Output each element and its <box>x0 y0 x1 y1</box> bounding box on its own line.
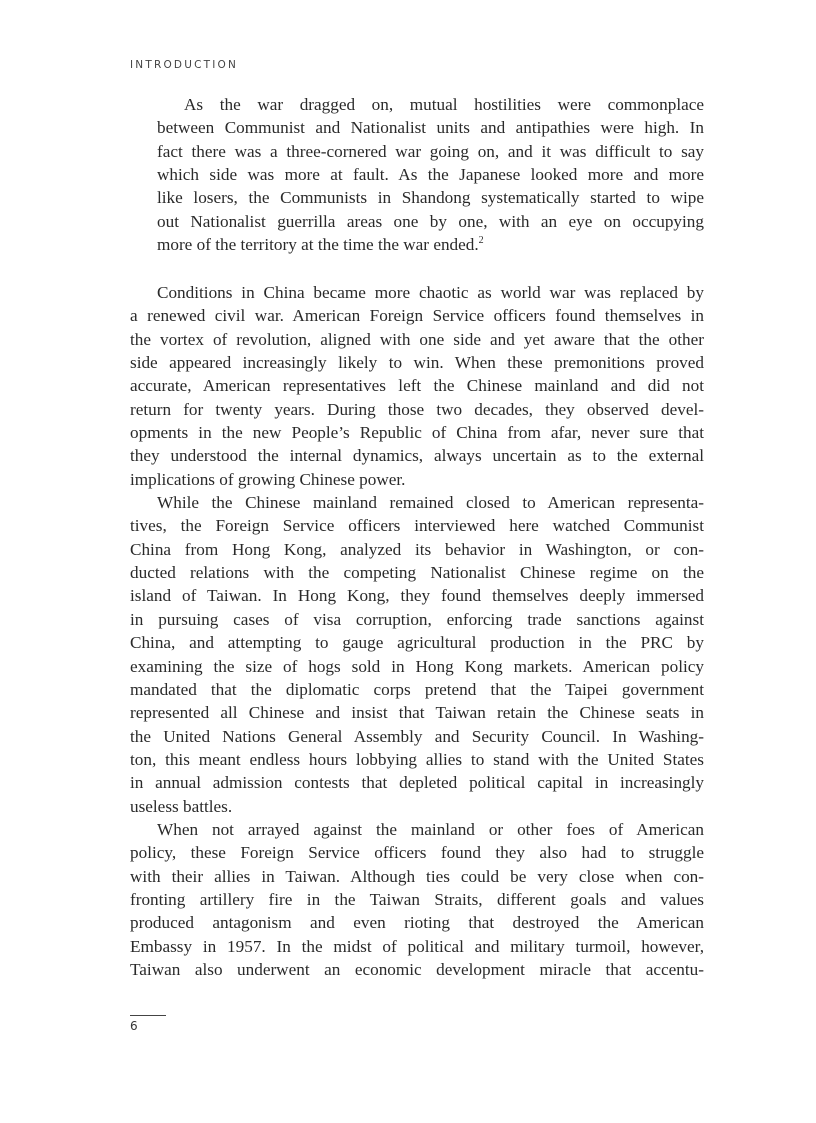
line-text: which side was more at fault. As the Japanese looked more and more <box>157 165 704 185</box>
line-text: While the Chinese mainland remained closed to American representa- <box>157 493 704 513</box>
text-line <box>157 116 704 139</box>
text-line <box>130 468 704 491</box>
running-head: INTRODUCTION <box>130 59 239 71</box>
line-text: When not arrayed against the mainland or other foes of American <box>157 819 704 839</box>
footnote-reference[interactable]: 2 <box>478 235 484 247</box>
line-text: a renewed civil war. American Foreign Service officers found themselves in <box>130 306 704 326</box>
line-text: they understood the internal dynamics, always uncertain as to the external <box>130 446 704 466</box>
text-line <box>130 304 704 327</box>
line-text: with their allies in Taiwan. Although ties could be very close when con- <box>130 866 704 886</box>
text-line <box>157 140 704 163</box>
line-text: tives, the Foreign Service officers interviewed here watched Communist <box>130 516 704 536</box>
line-text: Embassy in 1957. In the midst of political and military turmoil, however, <box>130 936 704 956</box>
text-line <box>130 584 704 607</box>
text-line <box>130 631 704 654</box>
line-text: As the war dragged on, mutual hostilities were commonplace <box>184 95 704 114</box>
text-line <box>130 678 704 701</box>
line-text: island of Taiwan. In Hong Kong, they found themselves deeply immersed <box>130 586 704 606</box>
line-text: ton, this meant endless hours lobbying allies to stand with the United States <box>130 749 704 769</box>
text-line <box>130 398 704 421</box>
paragraph <box>130 281 704 491</box>
paragraph <box>130 818 704 981</box>
text-line <box>157 163 704 186</box>
line-text: China from Hong Kong, analyzed its behavior in Washington, or con- <box>130 539 704 559</box>
text-line <box>130 911 704 934</box>
line-text: in pursuing cases of visa corruption, enforcing trade sanctions against <box>130 609 704 629</box>
text-line <box>130 514 704 537</box>
line-text: between Communist and Nationalist units and antipathies were high. In <box>157 118 704 138</box>
line-text: represented all Chinese and insist that Taiwan retain the Chinese seats in <box>130 703 704 723</box>
text-line <box>130 655 704 678</box>
text-line <box>130 958 704 981</box>
text-line <box>130 701 704 724</box>
text-line <box>130 281 704 304</box>
line-text: accurate, American representatives left the Chinese mainland and did not <box>130 376 704 396</box>
text-line <box>130 935 704 958</box>
body-text <box>130 281 704 981</box>
line-text: China, and attempting to gauge agricultural production in the PRC by <box>130 633 704 653</box>
text-line <box>130 374 704 397</box>
line-text: examining the size of hogs sold in Hong Kong markets. American policy <box>130 656 704 676</box>
text-line <box>130 888 704 911</box>
text-line <box>130 841 704 864</box>
line-text: fronting artillery fire in the Taiwan Straits, different goals and values <box>130 889 704 909</box>
text-line <box>130 865 704 888</box>
line-text: useless battles. <box>130 796 233 816</box>
line-text: side appeared increasingly likely to win. When these premonitions proved <box>130 353 704 373</box>
text-line <box>157 210 704 233</box>
line-text: policy, these Foreign Service officers found they also had to struggle <box>130 843 704 863</box>
text-line <box>130 818 704 841</box>
page-number: 6 <box>130 1019 138 1033</box>
text-line <box>130 748 704 771</box>
text-line <box>130 444 704 467</box>
text-line <box>130 795 704 818</box>
line-text: the vortex of revolution, aligned with one side and yet aware that the other <box>130 329 704 349</box>
line-text: mandated that the diplomatic corps pretend that the Taipei government <box>130 679 704 699</box>
line-text: implications of growing Chinese power. <box>130 469 406 489</box>
text-line <box>130 608 704 631</box>
line-text: produced antagonism and even rioting that destroyed the American <box>130 913 704 933</box>
text-line <box>130 351 704 374</box>
line-text: Conditions in China became more chaotic as world war was replaced by <box>157 283 704 302</box>
line-text: the United Nations General Assembly and Security Council. In Washing- <box>130 726 704 746</box>
line-text: out Nationalist guerrilla areas one by one, with an eye on occupying <box>157 211 704 231</box>
text-line <box>130 771 704 794</box>
line-text: opments in the new People’s Republic of China from afar, never sure that <box>130 423 704 443</box>
line-text: return for twenty years. During those two decades, they observed devel- <box>130 399 704 419</box>
text-line <box>157 233 704 256</box>
text-line <box>130 561 704 584</box>
text-line <box>130 725 704 748</box>
text-line <box>157 186 704 209</box>
block-quote <box>157 93 704 256</box>
text-line <box>130 491 704 514</box>
line-text: like losers, the Communists in Shandong systematically started to wipe <box>157 188 704 208</box>
line-text: in annual admission contests that depleted political capital in increasingly <box>130 773 704 793</box>
line-text: fact there was a three-cornered war going on, and it was difficult to say <box>157 141 704 161</box>
paragraph <box>130 491 704 818</box>
line-text: more of the territory at the time the war ended. <box>157 235 479 255</box>
line-text: Taiwan also underwent an economic development miracle that accentu- <box>130 959 704 979</box>
text-line <box>130 328 704 351</box>
text-line <box>130 538 704 561</box>
line-text: ducted relations with the competing Nationalist Chinese regime on the <box>130 563 704 583</box>
folio-rule <box>130 1015 166 1016</box>
text-line <box>130 421 704 444</box>
text-line <box>157 93 704 116</box>
